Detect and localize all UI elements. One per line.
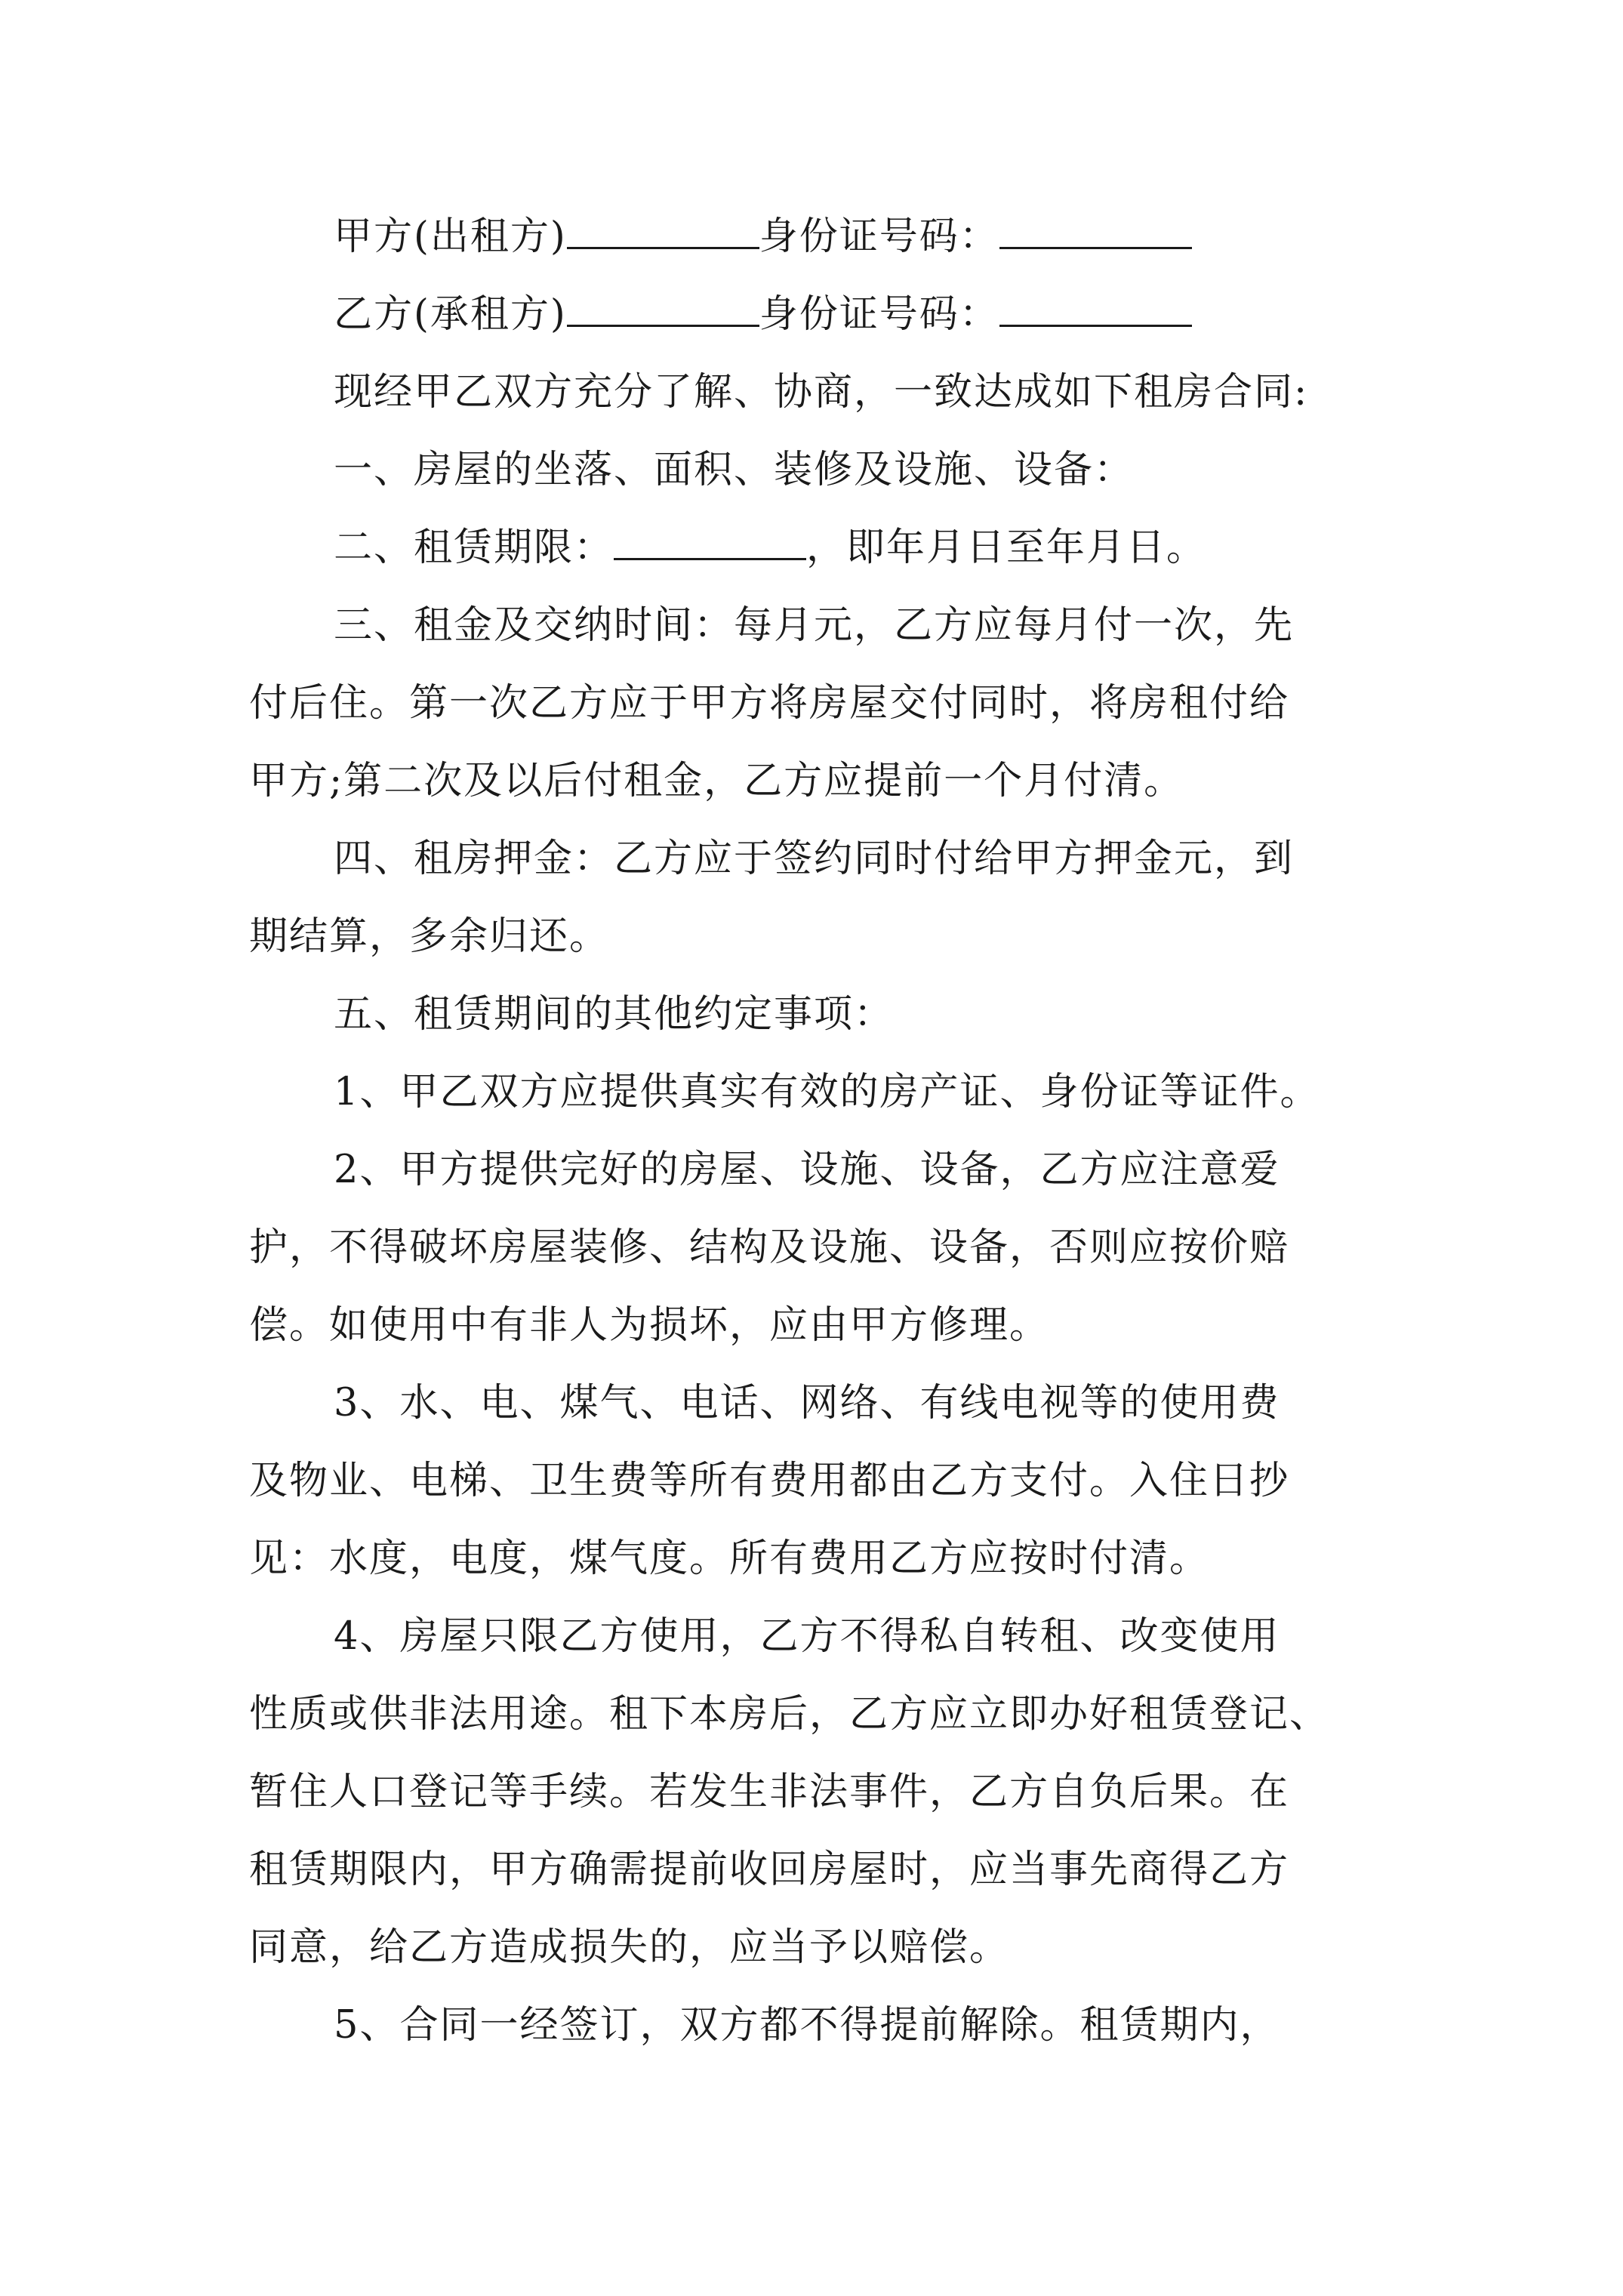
text-line: 5、合同一经签订，双方都不得提前解除。租赁期内，: [334, 2003, 1280, 2048]
text-line: 护，不得破坏房屋装修、结构及设施、设备，否则应按价赔: [249, 1225, 1290, 1270]
text-line: 五、租赁期间的其他约定事项：: [334, 992, 895, 1037]
text-line: 同意，给乙方造成损失的，应当予以赔偿。: [249, 1925, 1010, 1970]
text-line: 租赁期限内，甲方确需提前收回房屋时，应当事先商得乙方: [249, 1848, 1290, 1892]
text-line: 4、房屋只限乙方使用，乙方不得私自转租、改变使用: [334, 1614, 1280, 1659]
contract-body: [249, 198, 1389, 2064]
text-line: 3、水、电、煤气、电话、网络、有线电视等的使用费: [334, 1381, 1280, 1425]
party-a-label: 甲方(出租方): [334, 214, 567, 259]
party-b-id-blank: [999, 294, 1192, 327]
lease-term-label: 二、租赁期限：: [334, 525, 614, 570]
text-line: 见：水度，电度，煤气度。所有费用乙方应按时付清。: [249, 1536, 1210, 1581]
text-line: 三、租金及交纳时间：每月元，乙方应每月付一次，先: [334, 603, 1295, 648]
text-line: 偿。如使用中有非人为损坏，应由甲方修理。: [249, 1303, 1050, 1348]
text-line: 及物业、电梯、卫生费等所有费用都由乙方支付。入住日抄: [249, 1459, 1290, 1503]
text-line: 期结算，多余归还。: [249, 914, 610, 959]
party-b-line: [249, 276, 1389, 353]
lease-term-dates: ，即年月日至年月日。: [806, 525, 1207, 570]
lease-term-line: [249, 509, 1389, 587]
text-line: 暂住人口登记等手续。若发生非法事件，乙方自负后果。在: [249, 1770, 1290, 1814]
text-line: 付后住。第一次乙方应于甲方将房屋交付同时，将房租付给: [249, 681, 1290, 726]
party-a-id-blank: [999, 217, 1192, 249]
lease-term-blank: [614, 528, 806, 560]
text-line: 甲方;第二次及以后付租金，乙方应提前一个月付清。: [249, 759, 1184, 803]
text-line: 四、租房押金：乙方应于签约同时付给甲方押金元，到: [334, 837, 1295, 881]
party-b-id-label: 身份证号码：: [759, 292, 999, 337]
text-line: 1、甲乙双方应提供真实有效的房产证、身份证等证件。: [334, 1070, 1320, 1114]
text-line: 性质或供非法用途。租下本房后，乙方应立即办好租赁登记、: [249, 1692, 1330, 1737]
text-line: 一、房屋的坐落、面积、装修及设施、设备：: [334, 448, 1135, 492]
party-a-name-blank: [567, 217, 759, 249]
text-line: 现经甲乙双方充分了解、协商，一致达成如下租房合同:: [334, 370, 1309, 415]
text-line: 2、甲方提供完好的房屋、设施、设备，乙方应注意爱: [334, 1148, 1280, 1192]
party-a-id-label: 身份证号码：: [759, 214, 999, 259]
party-b-label: 乙方(承租方): [334, 292, 567, 337]
party-b-name-blank: [567, 294, 759, 327]
party-a-line: [249, 198, 1389, 276]
